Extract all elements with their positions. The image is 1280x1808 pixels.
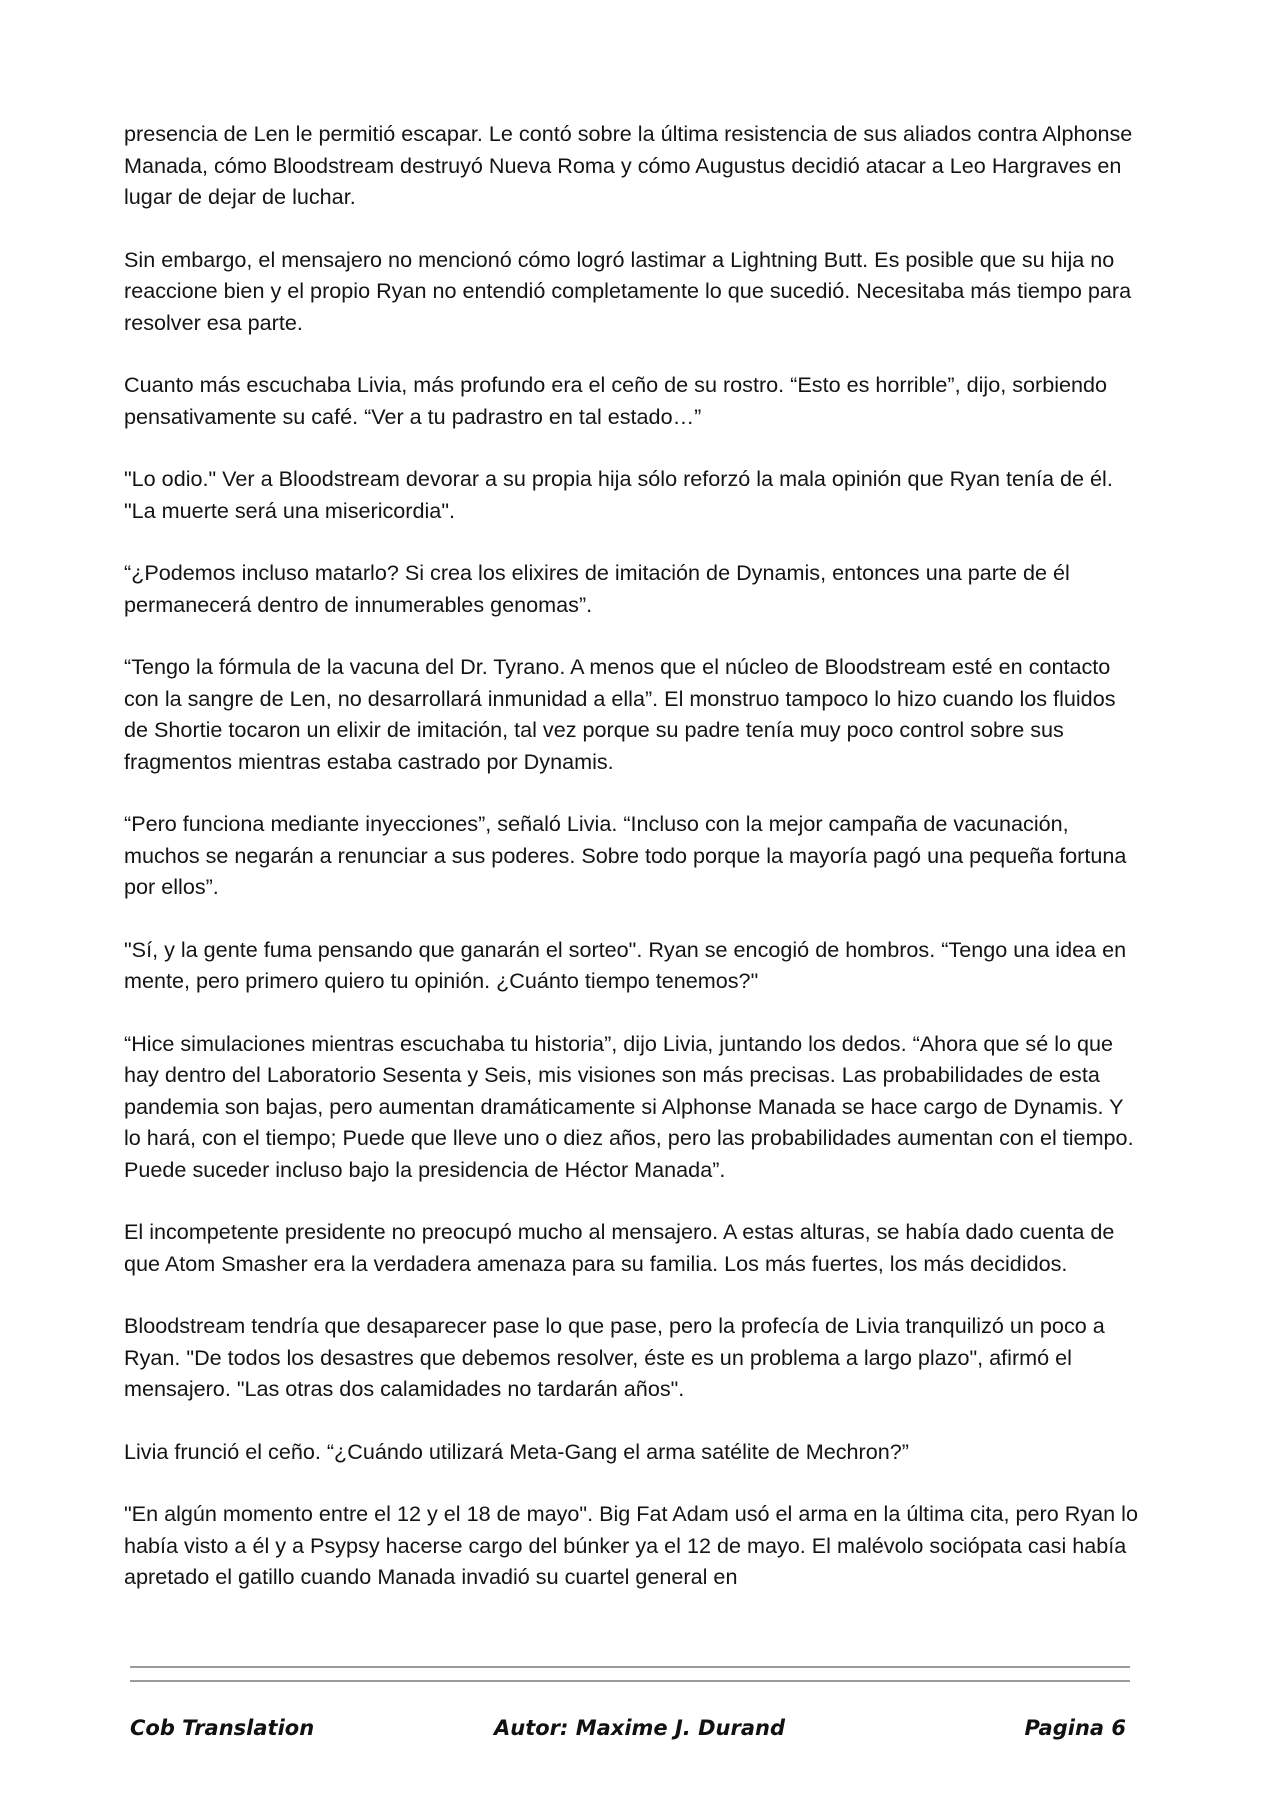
footer-divider-top xyxy=(130,1666,1130,1668)
footer-translator: Cob Translation xyxy=(130,1716,315,1740)
paragraph: Sin embargo, el mensajero no mencionó cómo logró lastimar a Lightning Butt. Es posible que su hija no reaccione bien y el propio Ryan no entendió completamente lo que sucedió. Necesitaba más tiempo para resolver esa parte. xyxy=(124,246,1132,335)
paragraph: "Lo odio." Ver a Bloodstream devorar a su propia hija sólo reforzó la mala opinión que Ryan tenía de él. "La muerte será una misericordia". xyxy=(124,466,1113,523)
paragraph: Livia frunció el ceño. “¿Cuándo utilizará Meta-Gang el arma satélite de Mechron?” xyxy=(124,1438,909,1464)
paragraph: presencia de Len le permitió escapar. Le contó sobre la última resistencia de sus aliados contra Alphonse Manada, cómo Bloodstream destruyó Nueva Roma y cómo Augustus decidió atacar a Leo Hargraves en lugar de dejar de luchar. xyxy=(124,121,1133,209)
footer-divider-bottom xyxy=(130,1680,1130,1682)
paragraph: El incompetente presidente no preocupó mucho al mensajero. A estas alturas, se había dado cuenta de que Atom Smasher era la verdadera amenaza para su familia. Los más fuertes, los más decididos. xyxy=(124,1219,1115,1276)
paragraph: “¿Podemos incluso matarlo? Si crea los elixires de imitación de Dynamis, entonces una parte de él permanecerá dentro de innumerables genomas”. xyxy=(124,560,1070,617)
footer-page-number: Pagina 6 xyxy=(1024,1716,1126,1740)
paragraph: “Hice simulaciones mientras escuchaba tu historia”, dijo Livia, juntando los dedos. “Ahora que sé lo que hay dentro del Laboratorio Sesenta y Seis, mis visiones son más precisas. Las probabilidades de esta pandemia son bajas, pero aumentan dramáticamente si Alphonse Manada se hace cargo de Dynamis. Y lo hará, con el tiempo; Puede que lleve uno o diez años, pero las probabilidades aumentan con el tiempo. Puede suceder incluso bajo la presidencia de Héctor Manada”. xyxy=(124,1030,1134,1182)
paragraph: "Sí, y la gente fuma pensando que ganarán el sorteo". Ryan se encogió de hombros. “Tengo una idea en mente, pero primero quiero tu opinión. ¿Cuánto tiempo tenemos?" xyxy=(124,936,1127,993)
paragraph: "En algún momento entre el 12 y el 18 de mayo". Big Fat Adam usó el arma en la última cita, pero Ryan lo había visto a él y a Psypsy hacerse cargo del búnker ya el 12 de mayo. El malévolo sociópata casi había apretado el gatillo cuando Manada invadió su cuartel general en xyxy=(124,1501,1138,1589)
footer-author: Autor: Maxime J. Durand xyxy=(494,1716,785,1740)
paragraph: Bloodstream tendría que desaparecer pase lo que pase, pero la profecía de Livia tranquilizó un poco a Ryan. "De todos los desastres que debemos resolver, éste es un problema a largo plazo", afirmó el mensajero. "Las otras dos calamidades no tardarán años". xyxy=(124,1313,1105,1401)
paragraph: Cuanto más escuchaba Livia, más profundo era el ceño de su rostro. “Esto es horrible”, dijo, sorbiendo pensativamente su café. “Ver a tu padrastro en tal estado…” xyxy=(124,372,1108,429)
paragraph: “Tengo la fórmula de la vacuna del Dr. Tyrano. A menos que el núcleo de Bloodstream esté en contacto con la sangre de Len, no desarrollará inmunidad a ella”. El monstruo tampoco lo hizo cuando los fluidos de Shortie tocaron un elixir de imitación, tal vez porque su padre tenía muy poco control sobre sus fragmentos mientras estaba castrado por Dynamis. xyxy=(124,654,1116,774)
paragraph: “Pero funciona mediante inyecciones”, señaló Livia. “Incluso con la mejor campaña de vacunación, muchos se negarán a renunciar a sus poderes. Sobre todo porque la mayoría pagó una pequeña fortuna por ellos”. xyxy=(124,811,1127,899)
page-body xyxy=(124,118,1144,1624)
